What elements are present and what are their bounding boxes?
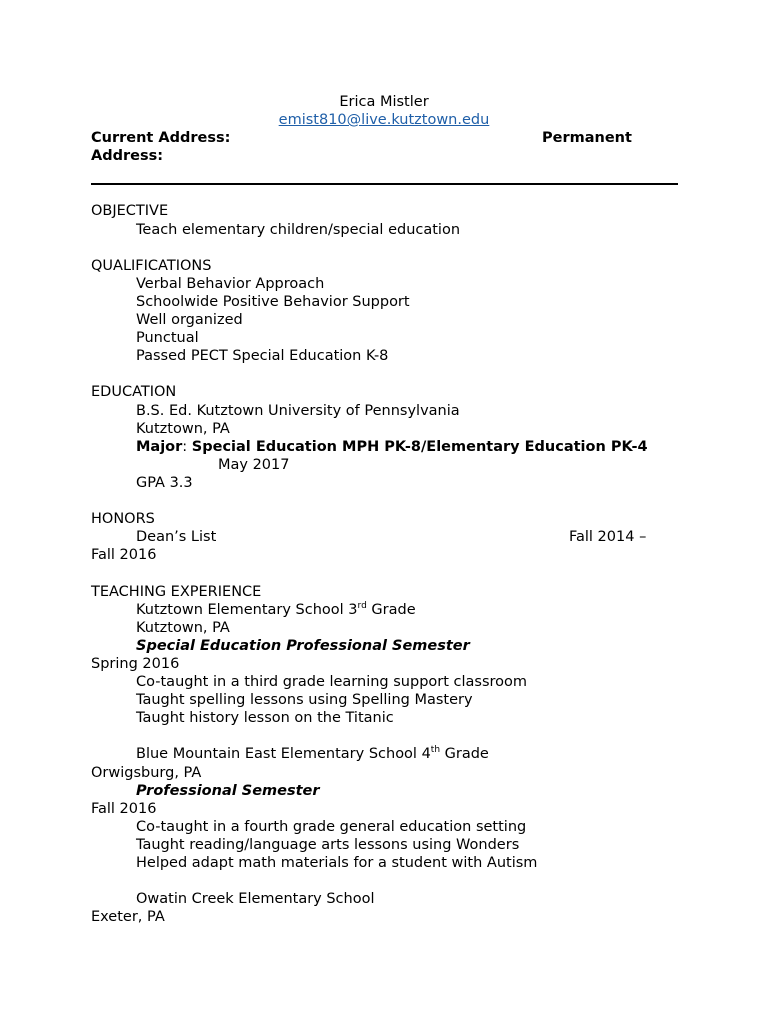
job-term: Fall 2016: [91, 801, 157, 817]
major-label: Major: [136, 439, 183, 455]
email-link-wrapper: [0, 111, 768, 129]
job-school: Owatin Creek Elementary School: [136, 891, 375, 907]
job-school: [136, 601, 416, 619]
current-address-label: Current Address:: [91, 130, 231, 146]
education-major: Major: Special Education MPH PK-8/Elementary Education PK-4: [136, 439, 648, 455]
objective-text: Teach elementary children/special education: [136, 222, 461, 238]
permanent-address-label: Permanent: [542, 130, 632, 146]
major-value: Special Education MPH PK-8/Elementary Education PK-4: [191, 439, 648, 455]
grade-word: Grade: [366, 602, 416, 618]
job-duty: Helped adapt math materials for a student with Autism: [136, 855, 538, 871]
job-school: [136, 745, 489, 763]
job-role: Special Education Professional Semester: [136, 638, 470, 654]
email-link[interactable]: emist810@live.kutztown.edu: [278, 112, 490, 128]
education-degree: B.S. Ed. Kutztown University of Pennsylvania: [136, 403, 460, 419]
job-school-name: Kutztown Elementary School 3: [136, 602, 358, 618]
education-heading: EDUCATION: [91, 384, 177, 400]
grade-suffix: rd: [357, 601, 367, 612]
job-duty: Taught spelling lessons using Spelling Mastery: [136, 692, 473, 708]
job-duty: Co-taught in a third grade learning support classroom: [136, 674, 528, 690]
grade-suffix: th: [430, 745, 441, 756]
job-role: Professional Semester: [136, 783, 320, 799]
qualifications-heading: QUALIFICATIONS: [91, 258, 212, 274]
honors-heading: HONORS: [91, 511, 155, 527]
permanent-address-label-cont: Address:: [91, 148, 164, 164]
qualification-item: Well organized: [136, 312, 243, 328]
qualification-item: Punctual: [136, 330, 199, 346]
honors-item: Dean’s List: [136, 529, 217, 545]
job-school-name: Blue Mountain East Elementary School 4: [136, 746, 431, 762]
education-gpa: GPA 3.3: [136, 475, 193, 491]
job-location: Kutztown, PA: [136, 620, 230, 636]
job-location: Orwigsburg, PA: [91, 765, 202, 781]
job-term: Spring 2016: [91, 656, 180, 672]
job-duty: Taught reading/language arts lessons using Wonders: [136, 837, 520, 853]
header-divider: [91, 183, 678, 185]
job-location: Exeter, PA: [91, 909, 165, 925]
qualification-item: Passed PECT Special Education K-8: [136, 348, 389, 364]
candidate-name: Erica Mistler: [339, 94, 429, 110]
objective-heading: OBJECTIVE: [91, 203, 169, 219]
qualification-item: Schoolwide Positive Behavior Support: [136, 294, 410, 310]
education-location: Kutztown, PA: [136, 421, 230, 437]
honors-date-start: Fall 2014 –: [569, 529, 647, 545]
qualification-item: Verbal Behavior Approach: [136, 276, 325, 292]
job-duty: Co-taught in a fourth grade general education setting: [136, 819, 527, 835]
education-date: May 2017: [218, 457, 290, 473]
experience-heading: TEACHING EXPERIENCE: [91, 584, 262, 600]
job-duty: Taught history lesson on the Titanic: [136, 710, 394, 726]
grade-word: Grade: [440, 746, 489, 762]
honors-date-end: Fall 2016: [91, 547, 157, 563]
